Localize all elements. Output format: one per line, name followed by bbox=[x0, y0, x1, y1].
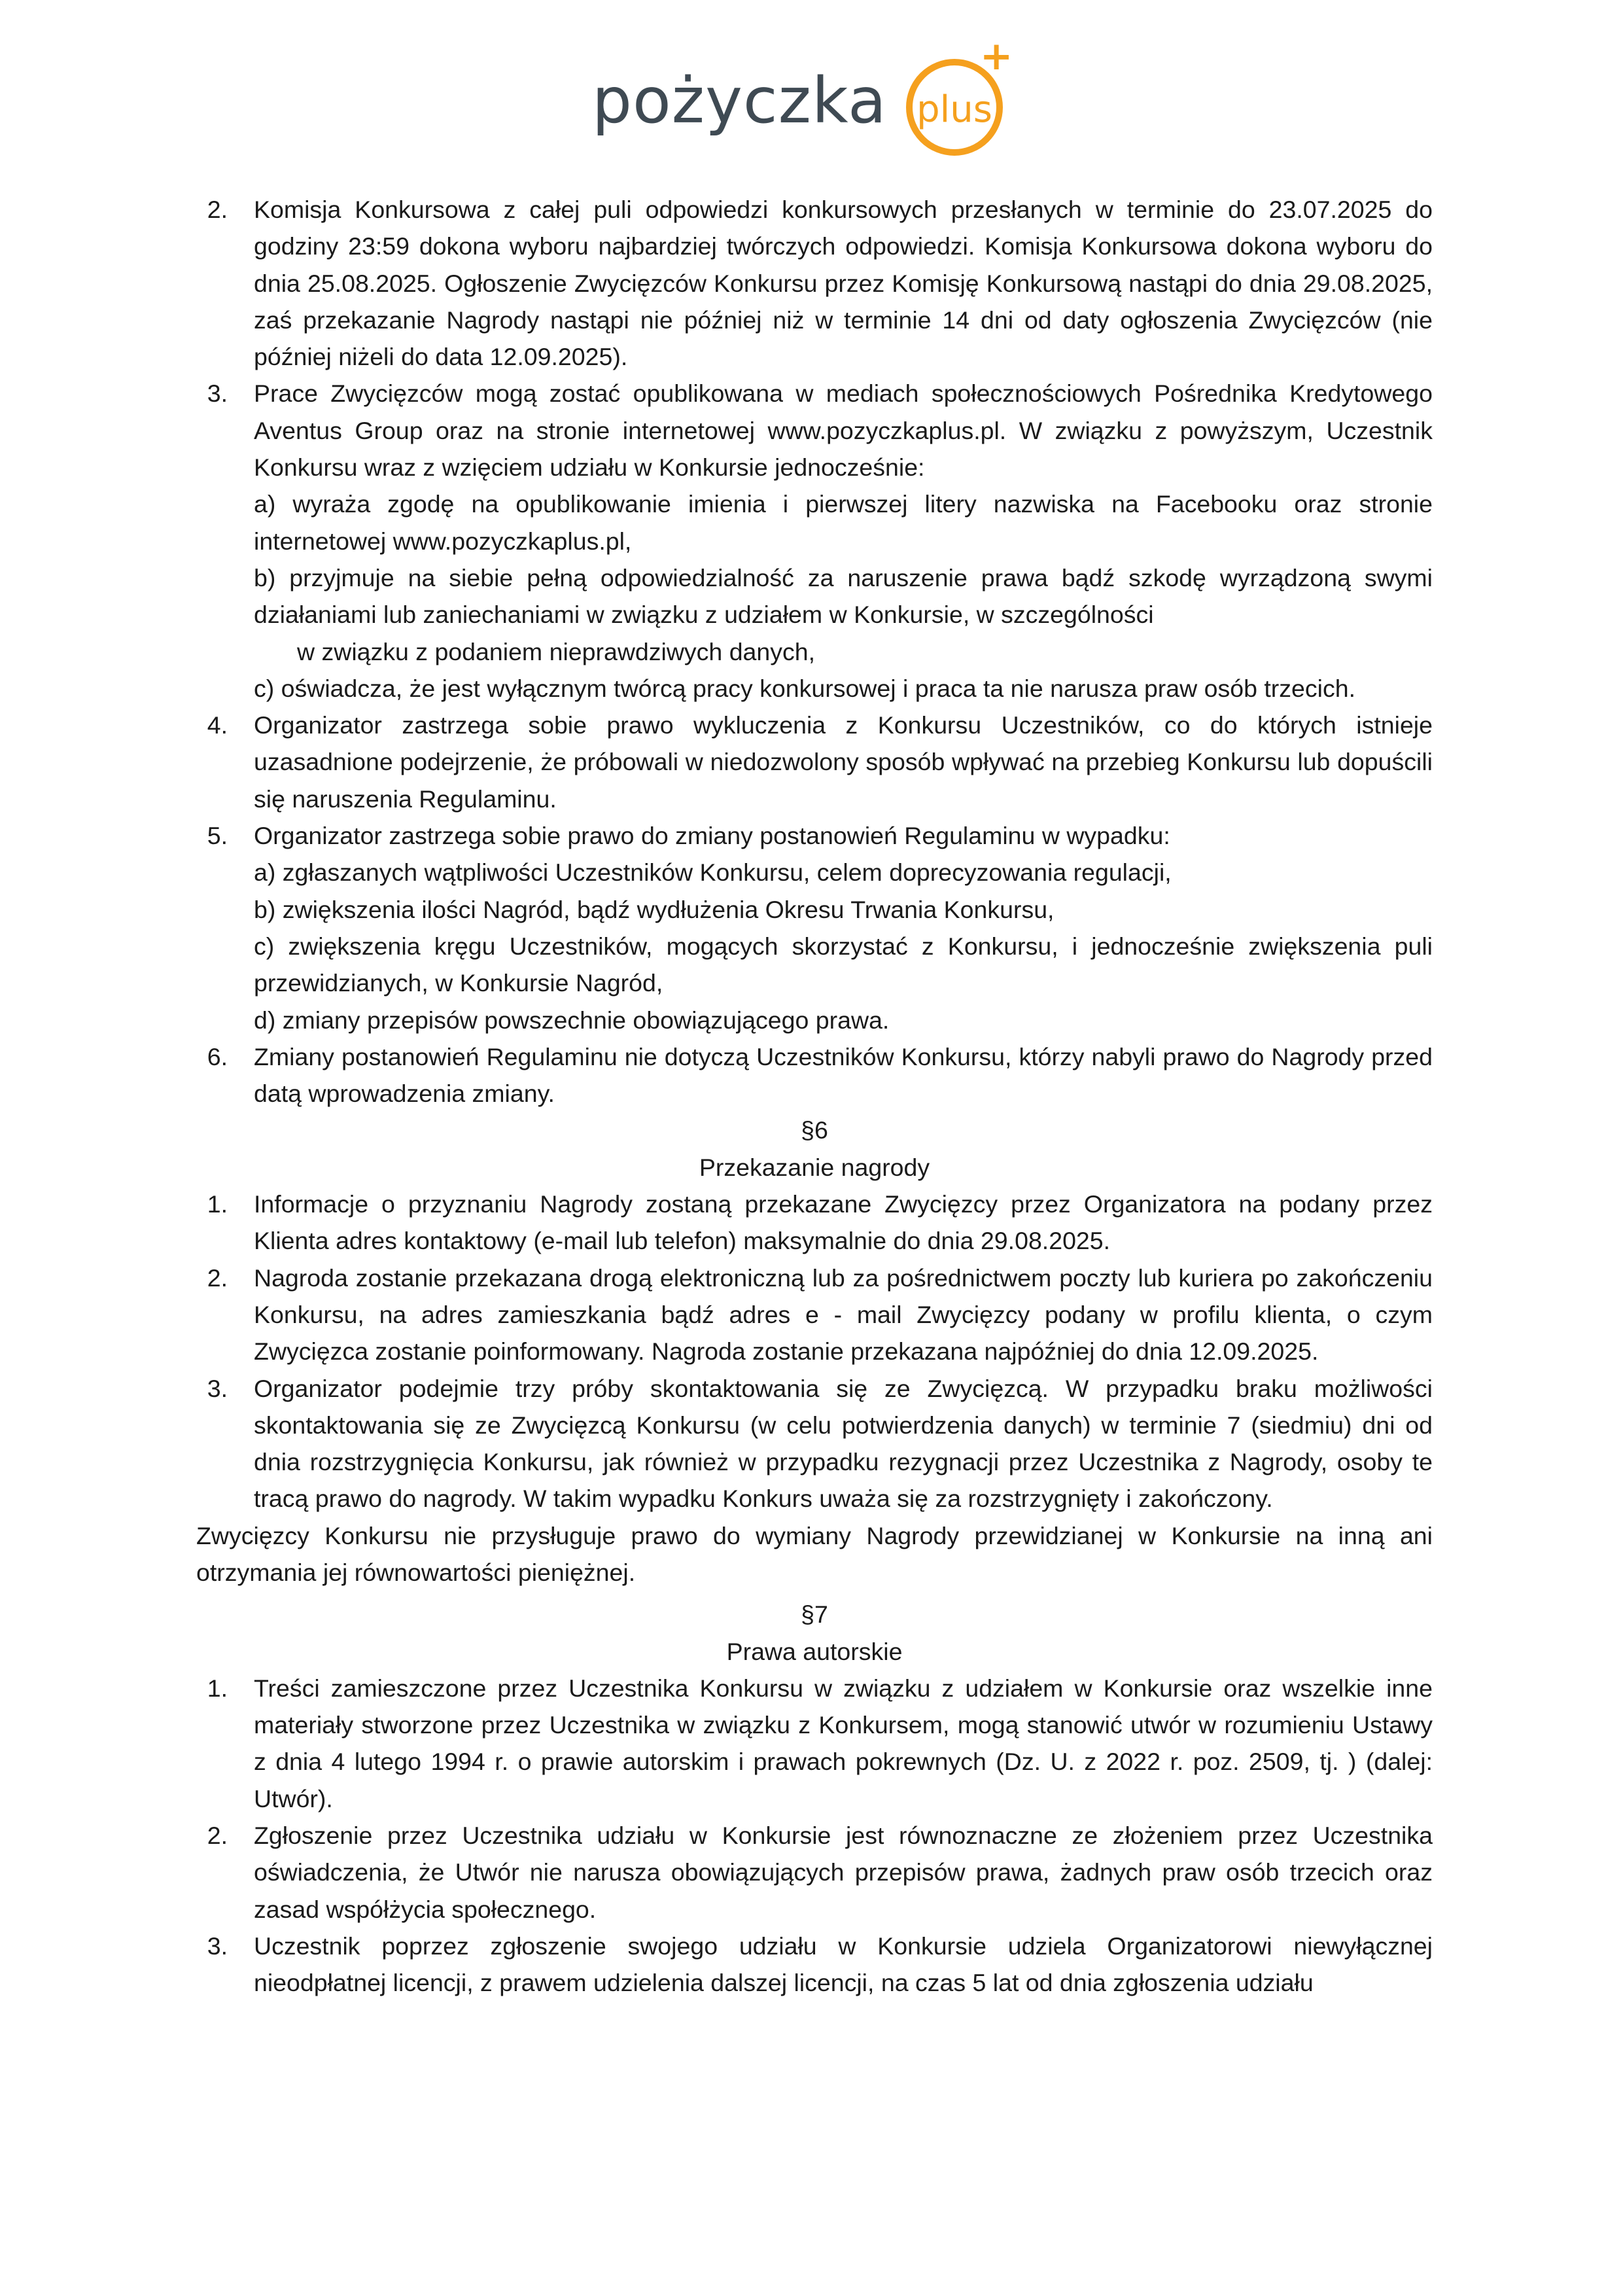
section-note: Zwycięzcy Konkursu nie przysługuje prawo do wymiany Nagrody przewidzianej w Konkursie na inną ani otrzymania jej równowartości pieniężnej. bbox=[196, 1521, 1433, 1586]
list-item bbox=[196, 1260, 1433, 1370]
list-number: 2. bbox=[207, 1822, 228, 1850]
list-number: 1. bbox=[207, 1674, 228, 1702]
list-item bbox=[196, 1928, 1433, 2002]
sub-item: a) wyraża zgodę na opublikowanie imienia i pierwszej litery nazwiska na Facebooku oraz stronie internetowej www.pozyczkaplus.pl, bbox=[254, 490, 1433, 555]
list-number: 1. bbox=[207, 1190, 228, 1218]
list-text: Nagroda zostanie przekazana drogą elektroniczną lub za pośrednictwem poczty lub kuriera po zakończeniu Konkursu, na adres zamieszkania bądź adres e - mail Zwycięzcy podany w profilu klienta, o czym Zwycięzca zostanie poinformowany. Nagroda zostanie przekazana najpóźniej do dnia 12.09.2025. bbox=[254, 1263, 1433, 1366]
list-item bbox=[196, 191, 1433, 375]
sub-item: c) zwiększenia kręgu Uczestników, mogących skorzystać z Konkursu, i jednocześnie zwiększenia puli przewidzianych, w Konkursie Nagród, bbox=[254, 932, 1433, 997]
list-text: Uczestnik poprzez zgłoszenie swojego udziału w Konkursie udziela Organizatorowi niewyłącznej nieodpłatnej licencji, z prawem udzielenia dalszej licencji, na czas 5 lat od dnia zgłoszenia udziału bbox=[254, 1932, 1433, 1997]
list-item bbox=[196, 707, 1433, 817]
list-text: Organizator zastrzega sobie prawo do zmiany postanowień Regulaminu w wypadku: bbox=[254, 822, 1170, 850]
section-title: Prawa autorskie bbox=[726, 1637, 903, 1665]
section-title: Przekazanie nagrody bbox=[699, 1153, 930, 1181]
list-number: 3. bbox=[207, 380, 228, 408]
section-number: §7 bbox=[801, 1600, 828, 1629]
list-item bbox=[196, 375, 1433, 707]
list-item bbox=[196, 1370, 1433, 1517]
list-number: 3. bbox=[207, 1932, 228, 1960]
list-item bbox=[196, 1670, 1433, 1817]
sub-item: b) przyjmuje na siebie pełną odpowiedzialność za naruszenie prawa bądź szkodę wyrządzoną swymi działaniami lub zaniechaniami w związku z udziałem w Konkursie, w szczególności bbox=[254, 563, 1433, 629]
list-number: 4. bbox=[207, 711, 228, 739]
sub-item: d) zmiany przepisów powszechnie obowiązującego prawa. bbox=[254, 1006, 890, 1034]
sub-item-continuation: w związku z podaniem nieprawdziwych danych, bbox=[297, 637, 816, 665]
list-number: 5. bbox=[207, 822, 228, 850]
list-item bbox=[196, 817, 1433, 1038]
list-text: Informacje o przyznaniu Nagrody zostaną przekazane Zwycięzcy przez Organizatora na podany przez Klienta adres kontaktowy (e-mail lub telefon) maksymalnie do dnia 29.08.2025. bbox=[254, 1190, 1433, 1255]
list-text: Organizator zastrzega sobie prawo wykluczenia z Konkursu Uczestników, co do których istnieje uzasadnione podejrzenie, że próbowali w niedozwolony sposób wpływać na przebieg Konkursu lub dopuścili się naruszenia Regulaminu. bbox=[254, 711, 1433, 813]
logo-wordmark: pożyczka bbox=[592, 64, 887, 137]
sub-item: b) zwiększenia ilości Nagród, bądź wydłużenia Okresu Trwania Konkursu, bbox=[254, 895, 1055, 923]
logo-plus-word: plus bbox=[916, 88, 992, 131]
pozyczka-plus-logo bbox=[592, 33, 1011, 164]
list-text: Prace Zwycięzców mogą zostać opublikowana w mediach społecznościowych Pośrednika Kredytowego Aventus Group oraz na stronie internetowej www.pozyczkaplus.pl. W związku z powyższym, Uczestnik Konkursu wraz z wzięciem udziału w Konkursie jednocześnie: bbox=[254, 380, 1433, 482]
list-number: 3. bbox=[207, 1374, 228, 1402]
list-text: Zmiany postanowień Regulaminu nie dotyczą Uczestników Konkursu, którzy nabyli prawo do Nagrody przed datą wprowadzenia zmiany. bbox=[254, 1042, 1433, 1108]
list-number: 2. bbox=[207, 196, 228, 223]
list-item bbox=[196, 1038, 1433, 1112]
sub-item: a) zgłaszanych wątpliwości Uczestników Konkursu, celem doprecyzowania regulacji, bbox=[254, 858, 1172, 887]
sub-item: c) oświadcza, że jest wyłącznym twórcą pracy konkursowej i praca ta nie narusza praw osób trzecich. bbox=[254, 674, 1356, 702]
section-number: §6 bbox=[801, 1116, 828, 1144]
document-body bbox=[196, 191, 1433, 2002]
list-text: Komisja Konkursowa z całej puli odpowiedzi konkursowych przesłanych w terminie do 23.07.2025 do godziny 23:59 dokona wyboru najbardziej twórczych odpowiedzi. Komisja Konkursowa dokona wyboru do dnia 25.08.2025. Ogłoszenie Zwycięzców Konkursu przez Komisję Konkursową nastąpi do dnia 29.08.2025, zaś przekazanie Nagrody nastąpi nie później niż w terminie 14 dni od daty ogłoszenia Zwycięzców (nie później niżeli do data 12.09.2025). bbox=[254, 196, 1433, 371]
list-text: Treści zamieszczone przez Uczestnika Konkursu w związku z udziałem w Konkursie oraz wszelkie inne materiały stworzone przez Uczestnika w związku z Konkursem, mogą stanowić utwór w rozumieniu Ustawy z dnia 4 lutego 1994 r. o prawie autorskim i prawach pokrewnych (Dz. U. z 2022 r. poz. 2509, tj. ) (dalej: Utwór). bbox=[254, 1674, 1433, 1812]
list-number: 2. bbox=[207, 1263, 228, 1292]
list-item bbox=[196, 1817, 1433, 1928]
list-number: 6. bbox=[207, 1042, 228, 1070]
list-item bbox=[196, 1186, 1433, 1260]
logo-plus-icon: + bbox=[980, 33, 1013, 79]
list-text: Zgłoszenie przez Uczestnika udziału w Konkursie jest równoznaczne ze złożeniem przez Uczestnika oświadczenia, że Utwór nie narusza obowiązujących przepisów prawa, żadnych praw osób trzecich oraz zasad współżycia społecznego. bbox=[254, 1822, 1433, 1923]
list-text: Organizator podejmie trzy próby skontaktowania się ze Zwycięzcą. W przypadku braku możliwości skontaktowania się ze Zwycięzcą Konkursu (w celu potwierdzenia danych) w terminie 7 (siedmiu) dni od dnia rozstrzygnięcia Konkursu, jak również w przypadku rezygnacji przez Uczestnika z Nagrody, osoby te tracą prawo do nagrody. W takim wypadku Konkurs uważa się za rozstrzygnięty i zakończony. bbox=[254, 1374, 1433, 1513]
